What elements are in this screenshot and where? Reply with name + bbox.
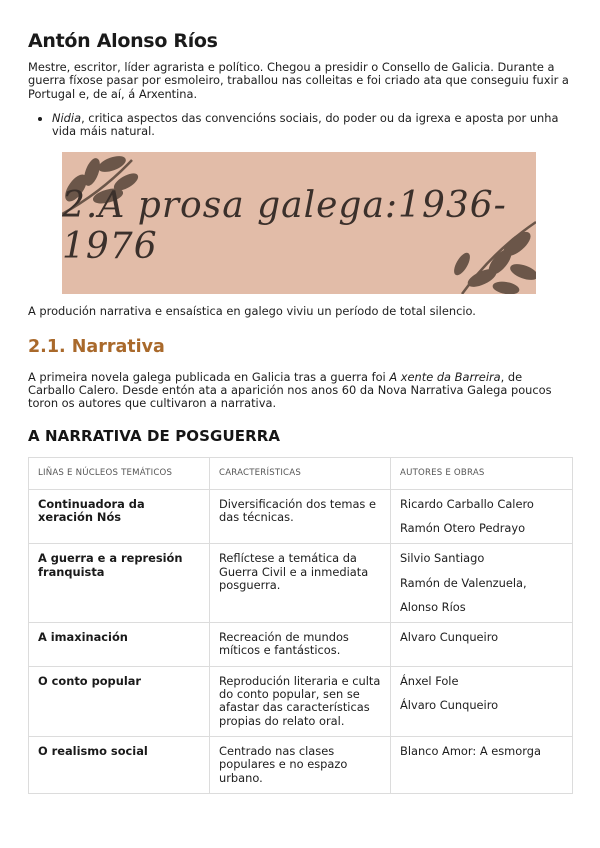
works-list bbox=[28, 112, 572, 139]
work-description: , critica aspectos das convencións sociais, do poder ou da igrexa e aposta por unha vida máis natural. bbox=[52, 110, 559, 139]
author-entry: Ramón de Valenzuela, bbox=[400, 575, 527, 590]
author-entry: Ánxel Fole bbox=[400, 673, 459, 688]
banner-title: 2.A prosa galega:1936-1976 bbox=[62, 185, 507, 268]
authors-cell bbox=[391, 736, 573, 793]
authors-cell bbox=[391, 666, 573, 736]
author-heading: Antón Alonso Ríos bbox=[28, 30, 218, 52]
features-cell: Centrado nas clases populares e no espazo urbano. bbox=[210, 736, 391, 793]
column-header: LIÑAS E NÚCLEOS TEMÁTICOS bbox=[29, 457, 210, 489]
column-header: CARACTERÍSTICAS bbox=[210, 457, 391, 489]
author-entry: Ramón Otero Pedrayo bbox=[400, 520, 526, 535]
postwar-narrative-table bbox=[28, 457, 573, 794]
subsection-title: A NARRATIVA DE POSGUERRA bbox=[28, 426, 281, 445]
column-header: AUTORES E OBRAS bbox=[391, 457, 573, 489]
table-row bbox=[29, 736, 573, 793]
author-entry: Álvaro Cunqueiro bbox=[400, 698, 499, 713]
theme-cell: O conto popular bbox=[29, 666, 210, 736]
period-summary: A produción narrativa e ensaística en galego viviu un período de total silencio. bbox=[28, 304, 476, 319]
author-entry: Ricardo Carballo Calero bbox=[400, 496, 534, 511]
work-title: Nidia bbox=[52, 110, 82, 125]
narrative-text-start: A primeira novela galega publicada en Galicia tras a guerra foi bbox=[28, 369, 390, 384]
table-row bbox=[29, 666, 573, 736]
features-cell: Reprodución literaria e culta do conto popular, sen se afastar das características propias do relato oral. bbox=[210, 666, 391, 736]
authors-cell bbox=[391, 489, 573, 544]
author-entry: Alvaro Cunqueiro bbox=[400, 630, 499, 645]
features-cell: Reflíctese a temática da Guerra Civil e a inmediata posguerra. bbox=[210, 544, 391, 623]
authors-cell bbox=[391, 623, 573, 667]
theme-cell: A guerra e a represión franquista bbox=[29, 544, 210, 623]
theme-cell: A imaxinación bbox=[29, 623, 210, 667]
table-row bbox=[29, 544, 573, 623]
features-cell: Diversificación dos temas e das técnicas. bbox=[210, 489, 391, 544]
theme-cell: O realismo social bbox=[29, 736, 210, 793]
table-row bbox=[29, 623, 573, 667]
narrative-text-end: , de Carballo Calero. Desde entón ata a aparición nos anos 60 da Nova Narrativa Galega poucos toron os autores que cultivaron a narrativa. bbox=[28, 369, 552, 411]
features-cell: Recreación de mundos míticos e fantásticos. bbox=[210, 623, 391, 667]
table-row bbox=[29, 489, 573, 544]
section-banner bbox=[62, 152, 536, 294]
document-page bbox=[28, 30, 572, 794]
list-item bbox=[52, 112, 572, 139]
author-entry: Alonso Ríos bbox=[400, 599, 466, 614]
section-title: 2.1. Narrativa bbox=[28, 336, 165, 357]
authors-cell bbox=[391, 544, 573, 623]
table-header-row bbox=[29, 457, 573, 489]
author-intro: Mestre, escritor, líder agrarista e político. Chegou a presidir o Consello de Galicia. Durante a guerra fíxose pasar por esmoleiro, traballou nas colleitas e foi criado ata que conseguiu fuxir a Portugal e, de aí, á Arxentina. bbox=[28, 60, 569, 101]
author-entry: Blanco Amor: A esmorga bbox=[400, 743, 541, 758]
author-entry: Silvio Santiago bbox=[400, 551, 485, 566]
theme-cell: Continuadora da xeración Nós bbox=[29, 489, 210, 544]
narrative-paragraph bbox=[28, 371, 572, 411]
novel-title: A xente da Barreira bbox=[389, 369, 501, 384]
